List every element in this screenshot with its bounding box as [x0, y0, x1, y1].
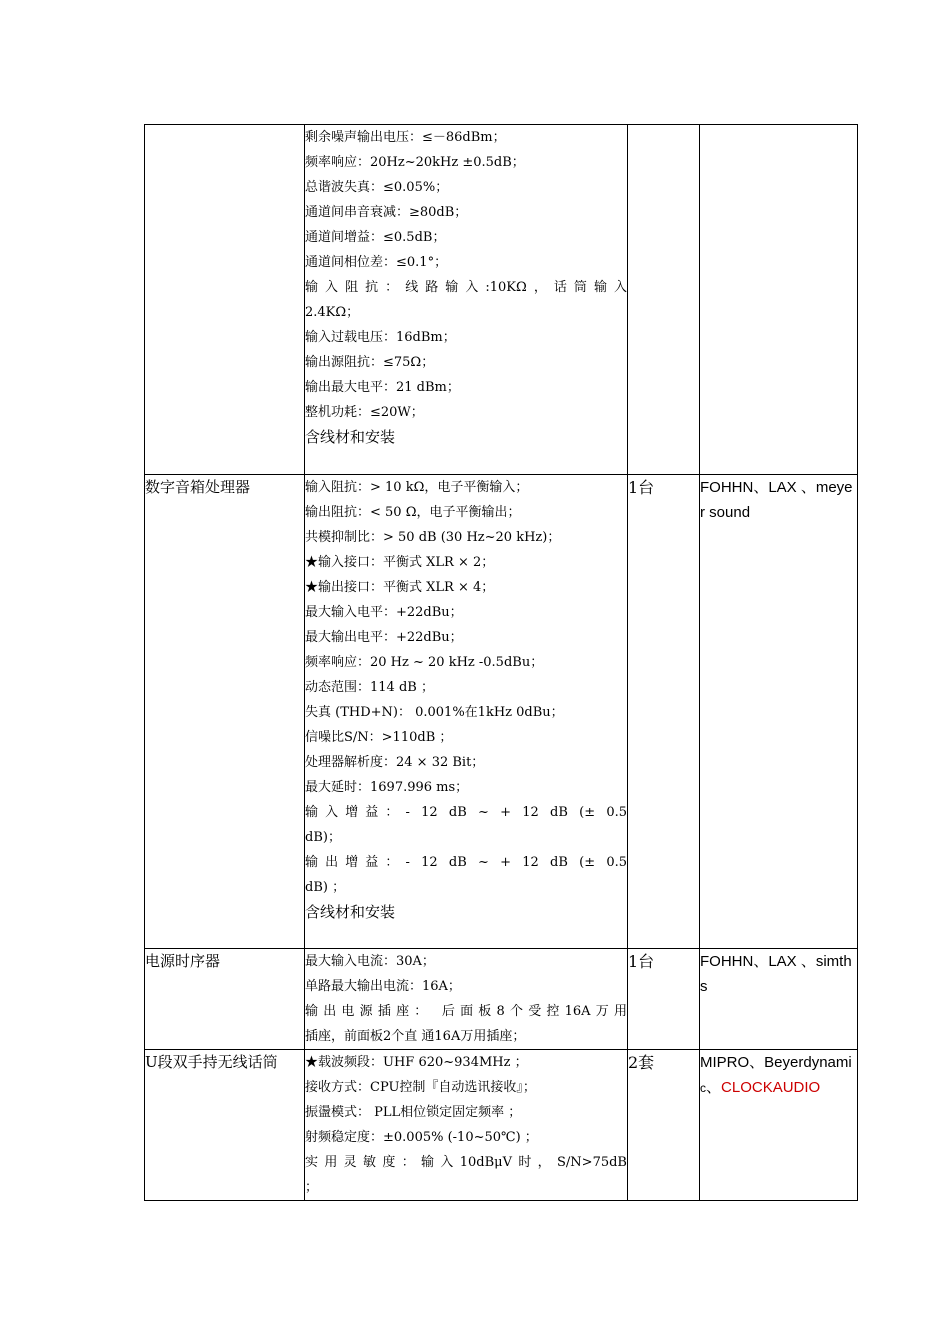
spec-line: 含线材和安装: [305, 903, 396, 921]
spec-line: 信噪比S/N：>110dB ；: [305, 730, 453, 745]
item-specs: [305, 1050, 628, 1201]
spec-line: 输出源阻抗：≤75Ω；: [305, 355, 435, 370]
spec-line: 总谐波失真：≤0.05%；: [305, 180, 449, 195]
spec-line: 频率响应：20Hz~20kHz ±0.5dB；: [305, 155, 525, 170]
spec-line: 射频稳定度：±0.005% (-10~50℃) ；: [305, 1130, 538, 1145]
spec-line: 最大输入电流：30A；: [305, 954, 435, 969]
item-name: [145, 125, 305, 475]
brand-name: MIPRO、Beyerdynami: [700, 1054, 852, 1071]
spec-line: 单路最大输出电流：16A；: [305, 979, 461, 994]
item-quantity: 2套: [628, 1050, 700, 1201]
item-quantity: 1台: [628, 475, 700, 949]
item-brand: [700, 1050, 858, 1201]
spec-line: 失真 (THD+N)： 0.001%在1kHz 0dBu；: [305, 705, 564, 720]
spec-line: 通道间增益：≤0.5dB；: [305, 230, 446, 245]
spec-line: 接收方式：CPU控制『自动选讯接收』；: [305, 1080, 536, 1095]
spec-line: 含线材和安装: [305, 428, 396, 446]
brand-name-suffix: c: [700, 1081, 706, 1095]
spec-line: 共模抑制比：> 50 dB (30 Hz~20 kHz)；: [305, 530, 561, 545]
item-specs: [305, 949, 628, 1050]
item-specs: [305, 125, 628, 475]
item-brand: [700, 125, 858, 475]
item-brand: FOHHN、LAX 、meyer sound: [700, 475, 858, 949]
table-row: [145, 125, 858, 475]
table-row: [145, 949, 858, 1050]
spec-line: 频率响应：20 Hz ~ 20 kHz -0.5dBu；: [305, 655, 544, 670]
item-quantity: [628, 125, 700, 475]
item-specs: [305, 475, 628, 949]
spec-line: 输出增益：- 12 dB ~ + 12 dB (± 0.5: [305, 855, 627, 870]
spec-line: 振盪模式： PLL相位锁定固定频率 ；: [305, 1105, 522, 1120]
spec-line: 最大延时：1697.996 ms；: [305, 780, 469, 795]
spec-line: dB)；: [305, 830, 341, 845]
spec-line: 动态范围：114 dB ；: [305, 680, 434, 695]
item-name: 电源时序器: [145, 949, 305, 1050]
spec-line: dB) ；: [305, 880, 346, 895]
spec-line: 输入阻抗：> 10 kΩ，电子平衡输入；: [305, 480, 529, 495]
item-name: 数字音箱处理器: [145, 475, 305, 949]
spec-line: 输出最大电平：21 dBm；: [305, 380, 460, 395]
spec-line: 输入过载电压：16dBm；: [305, 330, 456, 345]
spec-line: ★载波频段：UHF 620~934MHz ；: [305, 1055, 528, 1070]
spec-line: ★输出接口：平衡式 XLR × 4；: [305, 580, 495, 595]
spec-line: ★输入接口：平衡式 XLR × 2；: [305, 555, 495, 570]
spec-line: 插座，前面板2个直 通16A万用插座；: [305, 1029, 526, 1044]
brand-separator: 、: [706, 1079, 722, 1096]
spec-line: 输出电源插座： 后面板8个受控16A万用: [305, 1004, 627, 1019]
equipment-spec-table: [144, 124, 858, 1201]
spec-line: ；: [305, 1180, 319, 1195]
table-row: [145, 1050, 858, 1201]
spec-line: 处理器解析度：24 × 32 Bit；: [305, 755, 485, 770]
spec-line: 输出阻抗：< 50 Ω，电子平衡输出；: [305, 505, 521, 520]
item-quantity: 1台: [628, 949, 700, 1050]
table-row: [145, 475, 858, 949]
item-name: U段双手持无线话筒: [145, 1050, 305, 1201]
spec-line: 最大输出电平：+22dBu；: [305, 630, 463, 645]
spec-line: 通道间串音衰减：≥80dB；: [305, 205, 468, 220]
item-brand: FOHHN、LAX 、simths: [700, 949, 858, 1050]
spec-line: 剩余噪声输出电压：≤－86dBm；: [305, 130, 506, 145]
highlighted-brand-name: CLOCKAUDIO: [721, 1079, 821, 1096]
spec-line: 输入阻抗：线路输入:10KΩ，话筒输入: [305, 280, 627, 295]
spec-line: 实用灵敏度：输入10dBμV时，S/N>75dB: [305, 1155, 627, 1170]
spec-line: 输入增益：- 12 dB ~ + 12 dB (± 0.5: [305, 805, 627, 820]
spec-line: 整机功耗：≤20W；: [305, 405, 424, 420]
spec-line: 通道间相位差：≤0.1°；: [305, 255, 448, 270]
spec-line: 最大输入电平：+22dBu；: [305, 605, 463, 620]
spec-line: 2.4KΩ；: [305, 305, 360, 320]
